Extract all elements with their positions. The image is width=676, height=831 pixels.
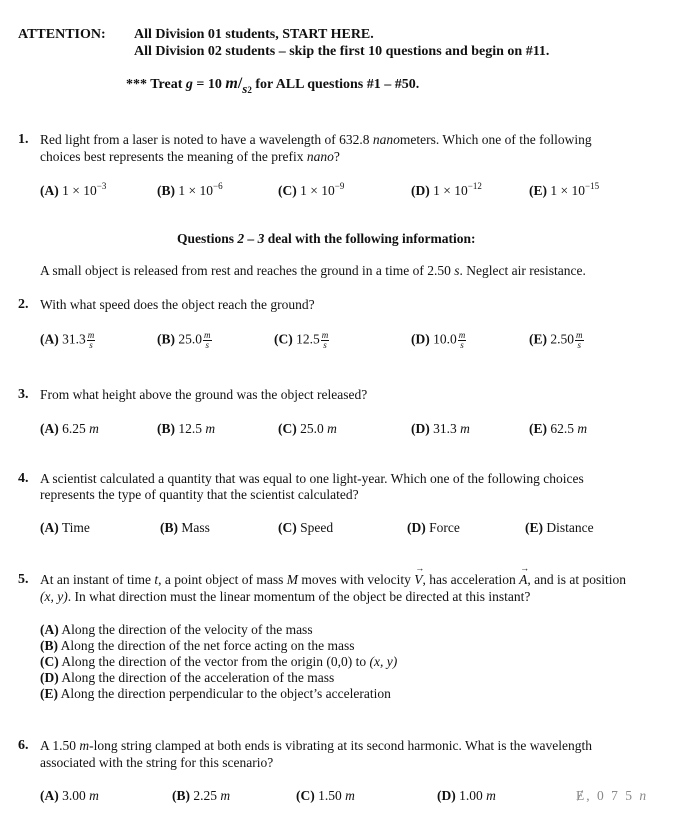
q6-unit: m xyxy=(79,738,90,753)
choice-label: (E) xyxy=(529,421,547,436)
choice-value: Time xyxy=(58,520,90,535)
q1-text: ? xyxy=(333,149,340,164)
gravity-symbol: g xyxy=(185,77,193,92)
question-1-line-1 xyxy=(40,132,592,148)
q5-symbol: A xyxy=(519,572,528,587)
choice-c[interactable] xyxy=(278,421,337,437)
question-6-line-2: associated with the string for this scenario? xyxy=(40,755,274,770)
choice-c[interactable] xyxy=(296,788,355,804)
choice-a[interactable] xyxy=(40,622,313,638)
choice-value: 1 × 10 xyxy=(296,183,335,198)
question-5-line-2 xyxy=(40,589,530,605)
choice-e[interactable] xyxy=(529,331,584,350)
choice-value: 12.5 xyxy=(292,331,320,347)
choice-label: (E) xyxy=(40,686,58,701)
choice-b[interactable] xyxy=(157,181,223,199)
choice-label: (A) xyxy=(40,520,59,535)
choice-value-faded: Ɇ, 0 7 5 xyxy=(576,788,640,803)
unit-fraction: $\frac{m}{s}$ xyxy=(204,330,211,350)
choice-value: 10.0 xyxy=(429,331,457,347)
division-02-instruction: All Division 02 students – skip the first 10 questions and begin on #11. xyxy=(134,44,550,59)
info-text xyxy=(40,263,586,279)
choice-label: (B) xyxy=(160,520,178,535)
choice-value: Along the direction of the velocity of the mass xyxy=(58,622,313,637)
question-number: 5. xyxy=(18,572,29,587)
choice-a[interactable] xyxy=(40,520,90,536)
choice-d[interactable] xyxy=(437,788,496,804)
choice-label: (E) xyxy=(529,331,547,347)
choice-value: 1 × 10 xyxy=(175,183,213,198)
choice-unit: m xyxy=(205,421,216,436)
choice-value: 25.0 xyxy=(175,331,202,347)
choice-value: Along the direction of the vector from the origin (0,0) to xyxy=(58,654,370,669)
choice-b[interactable] xyxy=(160,520,210,536)
choice-c[interactable] xyxy=(278,181,344,199)
choice-unit: n xyxy=(639,788,649,803)
question-number: 4. xyxy=(18,471,29,486)
unit-fraction: $\frac{m}{s}$ xyxy=(576,330,583,350)
choice-value: 1 × 10 xyxy=(547,183,585,198)
choice-value: 6.25 xyxy=(58,421,90,436)
info-text-part: . Neglect air resistance. xyxy=(459,263,586,278)
choice-unit: m xyxy=(327,421,337,436)
question-4-line-2: represents the type of quantity that the scientist calculated? xyxy=(40,487,359,502)
q5-text: . In what direction must the linear momentum of the object be directed at this instant? xyxy=(67,589,531,604)
choice-exponent: −12 xyxy=(467,181,482,191)
choice-label: (B) xyxy=(157,331,175,347)
choice-c[interactable] xyxy=(274,331,329,350)
choice-e[interactable] xyxy=(40,686,391,702)
q5-text: , and is at position xyxy=(527,572,627,587)
choice-label: (D) xyxy=(411,183,430,198)
unit-fraction: $\frac{m}{s}$ xyxy=(458,330,466,350)
unit-fraction: $\frac{m}{s}$ xyxy=(321,330,329,350)
question-number: 3. xyxy=(18,387,29,402)
q5-text: , has acceleration xyxy=(422,572,520,587)
choice-b[interactable] xyxy=(40,638,355,654)
choice-a[interactable] xyxy=(40,788,99,804)
gravity-note: *** Treat g = 10 $m/s_2$ for ALL questions #1 – #50. xyxy=(126,75,420,96)
choice-unit: m xyxy=(220,788,231,803)
choice-label: (C) xyxy=(40,654,59,669)
choice-unit: m xyxy=(345,788,355,803)
choice-value: 2.50 xyxy=(547,331,574,347)
gravity-note-prefix: *** Treat xyxy=(126,77,183,92)
choice-e[interactable] xyxy=(529,181,599,199)
choice-label: (C) xyxy=(274,331,293,347)
acceleration-vector: → A xyxy=(519,563,530,587)
velocity-vector: → V xyxy=(414,563,425,587)
choice-value: 25.0 xyxy=(296,421,328,436)
choice-label: (A) xyxy=(40,622,59,637)
choice-label: (D) xyxy=(437,788,456,803)
choice-d[interactable] xyxy=(407,520,460,536)
choice-unit: m xyxy=(460,421,470,436)
choice-c[interactable] xyxy=(40,654,397,670)
question-number: 6. xyxy=(18,738,29,753)
choice-d[interactable] xyxy=(411,181,482,199)
choice-label: (A) xyxy=(40,788,59,803)
choice-label: (E) xyxy=(525,520,543,535)
choice-unit: m xyxy=(89,421,99,436)
choice-label: (A) xyxy=(40,331,59,347)
choice-label: (B) xyxy=(157,421,175,436)
q5-text: At an instant of time xyxy=(40,572,155,587)
choice-label: (A) xyxy=(40,421,59,436)
q5-position: (x, y) xyxy=(40,589,68,604)
question-4-line-1: A scientist calculated a quantity that was equal to one light-year. Which one of the following choices xyxy=(40,471,584,486)
choice-a[interactable] xyxy=(40,181,106,199)
choice-a[interactable] xyxy=(40,421,99,437)
q6-text: -long string clamped at both ends is vibrating at its second harmonic. What is the wavelength xyxy=(89,738,593,753)
q5-text: moves with velocity xyxy=(297,572,415,587)
choice-value: Speed xyxy=(296,520,334,535)
choice-c[interactable] xyxy=(278,520,333,536)
choice-label: (A) xyxy=(40,183,59,198)
choice-value: 62.5 xyxy=(547,421,578,436)
choice-e[interactable] xyxy=(529,421,587,437)
choice-exponent: −3 xyxy=(96,181,107,191)
choice-value: Force xyxy=(425,520,460,535)
gravity-unit-m: m xyxy=(225,75,238,92)
unit-fraction: $\frac{m}{s}$ xyxy=(87,330,95,350)
choice-value: 31.3 xyxy=(58,331,86,347)
choice-label: (D) xyxy=(407,520,426,535)
question-3-text: From what height above the ground was the object released? xyxy=(40,387,368,402)
choice-value: 1 × 10 xyxy=(58,183,97,198)
q1-text: meters. Which one of the following xyxy=(399,132,592,147)
q1-text: Red light from a laser is noted to have a wavelength of 632.8 xyxy=(40,132,373,147)
choice-value: 1 × 10 xyxy=(429,183,468,198)
choice-exponent: −15 xyxy=(585,181,600,191)
question-number: 1. xyxy=(18,132,29,147)
choice-unit: m xyxy=(486,788,496,803)
question-1-line-2 xyxy=(40,149,340,165)
choice-label: (C) xyxy=(296,788,315,803)
choice-label: (D) xyxy=(411,421,430,436)
question-2-text: With what speed does the object reach the ground? xyxy=(40,297,315,312)
choice-value: Along the direction of the net force acting on the mass xyxy=(58,638,355,653)
choice-label: (C) xyxy=(278,183,297,198)
info-text-unit: s xyxy=(454,263,460,278)
q1-text-italic: nano xyxy=(306,149,334,164)
choice-exponent: −6 xyxy=(213,181,223,191)
choice-value: 2.25 xyxy=(190,788,221,803)
choice-a[interactable] xyxy=(40,331,95,350)
choice-b[interactable] xyxy=(172,788,230,804)
choice-value: Distance xyxy=(543,520,594,535)
choice-e[interactable] xyxy=(525,520,594,536)
info-text-part: A small object is released from rest and reaches the ground in a time of 2.50 xyxy=(40,263,455,278)
choice-label: (B) xyxy=(157,183,175,198)
q6-text: A 1.50 xyxy=(40,738,80,753)
q1-text-italic: nano xyxy=(372,132,400,147)
q1-text: choices best represents the meaning of the prefix xyxy=(40,149,307,164)
choice-value: 31.3 xyxy=(429,421,461,436)
choice-label: (C) xyxy=(278,421,297,436)
choice-label: (D) xyxy=(40,670,59,685)
q5-symbol: t xyxy=(154,572,159,587)
choice-label: (C) xyxy=(278,520,297,535)
choice-label: (D) xyxy=(411,331,430,347)
gravity-note-suffix: for ALL questions #1 – #50. xyxy=(251,77,420,92)
choice-unit: m xyxy=(89,788,99,803)
choice-d[interactable] xyxy=(411,421,470,437)
choice-value: 1.50 xyxy=(314,788,346,803)
question-5-line-1 xyxy=(40,563,627,588)
choice-value: 3.00 xyxy=(58,788,90,803)
info-heading-range: 2 – 3 xyxy=(237,231,265,246)
info-heading xyxy=(177,231,476,247)
choice-unit: m xyxy=(577,421,588,436)
attention-label: ATTENTION: xyxy=(18,27,106,42)
choice-e[interactable] xyxy=(576,788,648,804)
q5-symbol: V xyxy=(414,572,423,587)
gravity-value: = 10 xyxy=(192,77,226,92)
choice-value: Along the direction perpendicular to the object’s acceleration xyxy=(58,686,391,701)
choice-d[interactable] xyxy=(411,331,466,350)
choice-value: Mass xyxy=(178,520,210,535)
info-heading-text: deal with the following information: xyxy=(264,231,476,246)
question-6-line-1 xyxy=(40,738,592,754)
choice-position: (x, y) xyxy=(369,654,398,669)
gravity-unit-exp: 2 xyxy=(247,85,252,95)
q5-text: , a point object of mass xyxy=(158,572,287,587)
question-number: 2. xyxy=(18,297,29,312)
choice-exponent: −9 xyxy=(334,181,345,191)
info-heading-text: Questions xyxy=(177,231,238,246)
choice-value: Along the direction of the acceleration of the mass xyxy=(58,670,335,685)
choice-value: 1.00 xyxy=(455,788,487,803)
choice-label: (B) xyxy=(172,788,190,803)
choice-b[interactable] xyxy=(157,331,212,350)
division-01-instruction: All Division 01 students, START HERE. xyxy=(134,27,374,42)
choice-value: 12.5 xyxy=(175,421,206,436)
choice-label: (E) xyxy=(529,183,547,198)
gravity-unit-s: s xyxy=(242,81,248,96)
choice-label: (B) xyxy=(40,638,58,653)
q5-symbol: M xyxy=(286,572,298,587)
choice-d[interactable] xyxy=(40,670,334,686)
choice-b[interactable] xyxy=(157,421,215,437)
